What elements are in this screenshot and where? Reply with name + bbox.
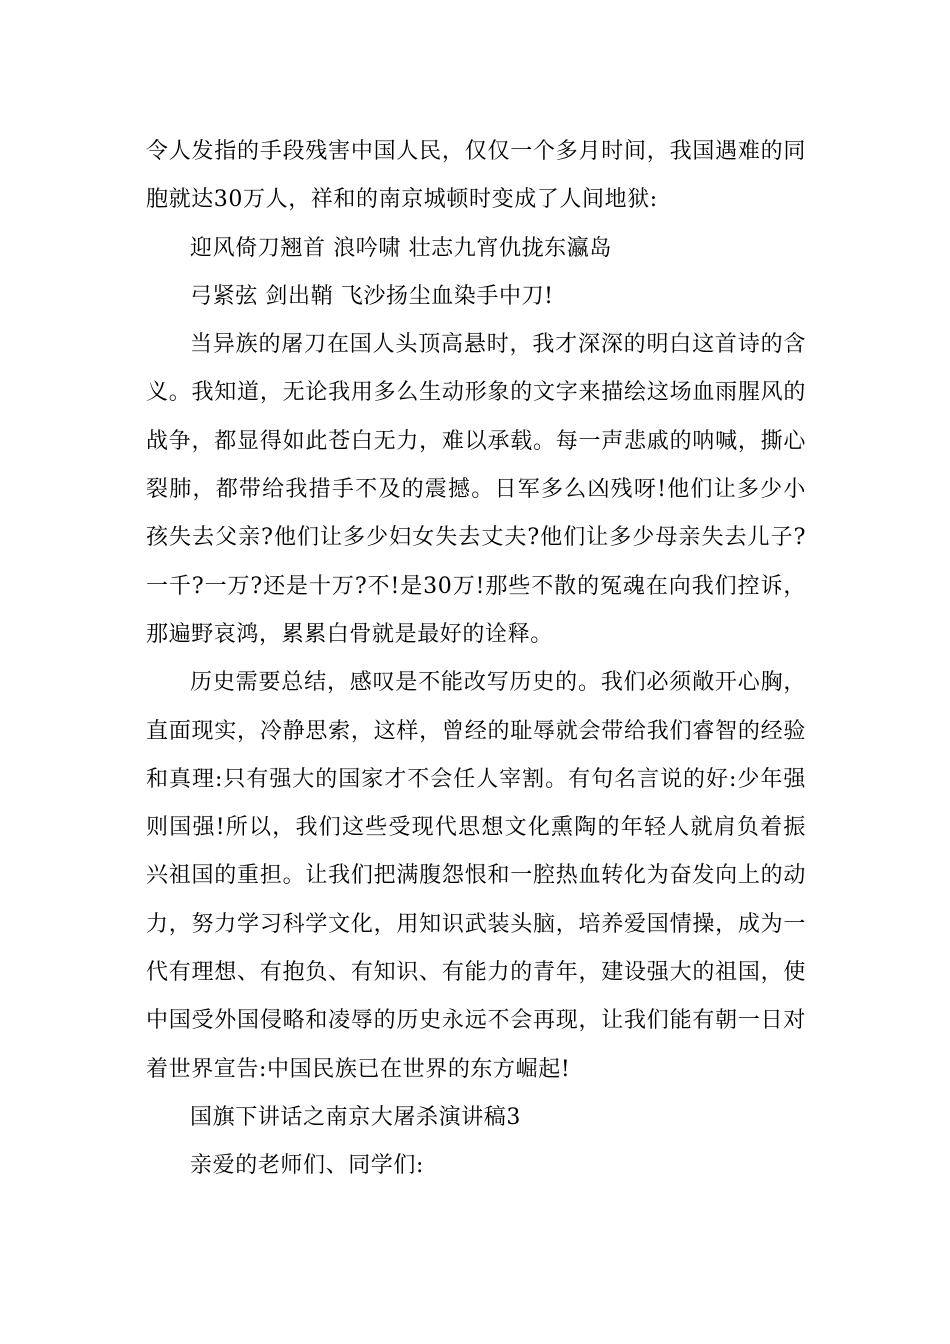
speech-greeting: 亲爱的老师们、同学们: <box>190 1153 425 1179</box>
speech-title: 国旗下讲话之南京大屠杀演讲稿3 <box>190 1104 521 1130</box>
document-body <box>146 128 806 1191</box>
poem-line-2: 弓紧弦 剑出鞘 飞沙扬尘血染手中刀! <box>190 283 554 309</box>
paragraph-reflection: 当异族的屠刀在国人头顶高悬时，我才深深的明白这首诗的含义。我知道，无论我用多么生动形象的文字来描绘这场血雨腥风的战争，都显得如此苍白无力，难以承载。每一声悲戚的呐喊，撕心裂肺，都带给我措手不及的震撼。日军多么凶残呀!他们让多少小孩失去父亲?他们让多少妇女失去丈夫?他们让多少母亲失去儿子?一千?一万?还是十万?不!是30万!那些不散的冤魂在向我们控诉，那遍野哀鸿，累累白骨就是最好的诠释。 <box>146 332 806 647</box>
paragraph-continuation: 令人发指的手段残害中国人民，仅仅一个多月时间，我国遇难的同胞就达30万人，祥和的南京城顿时变成了人间地狱: <box>146 139 806 213</box>
paragraph-history-lesson: 历史需要总结，感叹是不能改写历史的。我们必须敞开心胸，直面现实，冷静思索，这样，曾经的耻辱就会带给我们睿智的经验和真理:只有强大的国家才不会任人宰割。有句名言说的好:少年强则国强!所以，我们这些受现代思想文化熏陶的年轻人就肩负着振兴祖国的重担。让我们把满腹怨恨和一腔热血转化为奋发向上的动力，努力学习科学文化，用知识武装头脑，培养爱国情操，成为一代有理想、有抱负、有知识、有能力的青年，建设强大的祖国，使中国受外国侵略和凌辱的历史永远不会再现，让我们能有朝一日对着世界宣告:中国民族已在世界的东方崛起! <box>146 670 806 1082</box>
poem-line-1: 迎风倚刀翘首 浪吟啸 壮志九宵仇拢东瀛岛 <box>190 235 612 261</box>
